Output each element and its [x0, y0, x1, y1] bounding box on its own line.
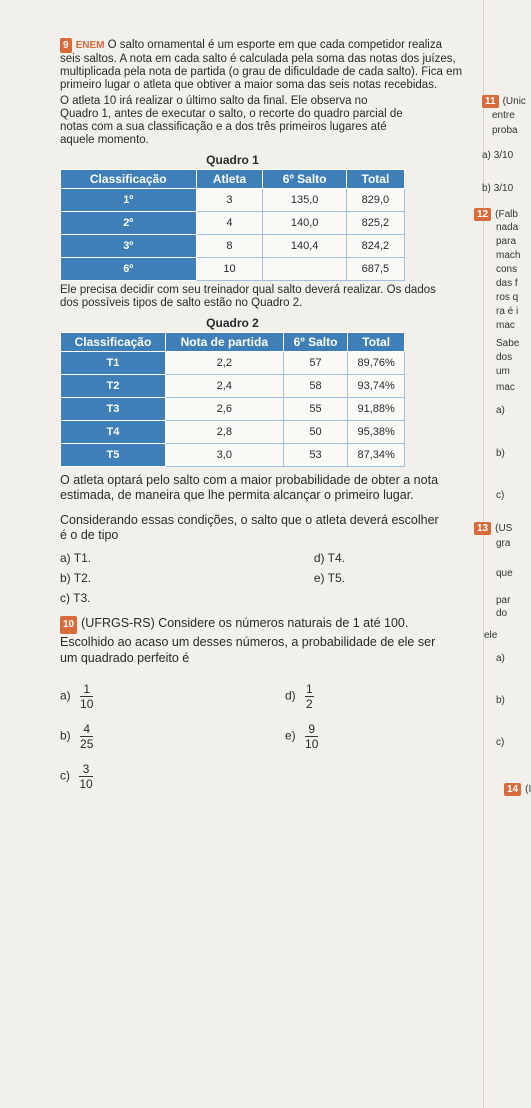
q2-cell: 3,0 [165, 444, 283, 467]
q2-cell: T1 [61, 352, 166, 375]
q10-opt-label: b) [60, 728, 71, 743]
q10-numerator: 3 [79, 762, 92, 777]
q13-frag: gra [496, 538, 511, 549]
q1-cell: 1º [61, 189, 197, 212]
q1-cell [263, 258, 346, 281]
q10-option-c[interactable] [60, 762, 285, 791]
q2-cell: 95,38% [348, 421, 405, 444]
q10-option-a[interactable] [60, 682, 285, 711]
q11-frag: (Unic [502, 96, 526, 107]
q1-header: Atleta [196, 170, 263, 189]
q1-cell: 140,0 [263, 212, 346, 235]
q13-frag: do [496, 608, 508, 619]
q2-cell: T5 [61, 444, 166, 467]
q9-text5: Considerando essas condições, o salto que o atleta deverá escolher é o de tipo [60, 513, 439, 542]
q10-denominator: 10 [80, 696, 94, 711]
q12-frag: nada [496, 222, 519, 233]
quadro2-table [60, 332, 405, 467]
q10-opt-label: e) [285, 728, 296, 743]
q12-frag: ra é i [496, 306, 519, 317]
q13-option-a[interactable]: a) [496, 653, 505, 664]
q9-text2: O atleta 10 irá realizar o último salto da final. Ele observa no Quadro 1, antes de executar o salto, o recorte do quadro parcial de notas com a sua classificação e a dos três primeiros lugares até aquele momento. [60, 95, 403, 146]
q10-option-e[interactable] [285, 722, 318, 751]
q10-number: 10 [60, 616, 77, 634]
q12-frag: mac [496, 382, 515, 393]
table-row [61, 375, 405, 398]
q2-cell: T2 [61, 375, 166, 398]
q2-cell: 87,34% [348, 444, 405, 467]
q9-source: ENEM [75, 40, 105, 51]
table-row [61, 212, 405, 235]
q2-cell: 53 [283, 444, 348, 467]
q2-cell: T3 [61, 398, 166, 421]
q11-opt-label: b) [482, 183, 491, 194]
q1-cell: 140,4 [263, 235, 346, 258]
q13-frag: (US [495, 523, 513, 534]
q1-cell: 824,2 [346, 235, 404, 258]
q9-text4: O atleta optará pelo salto com a maior probabilidade de obter a nota estimada, de maneira que lhe permita alcançar o primeiro lugar. [60, 473, 439, 502]
table-row [61, 398, 405, 421]
q9-option-d[interactable]: d) T4. [313, 551, 345, 565]
table-row [61, 189, 405, 212]
q2-cell: 57 [283, 352, 348, 375]
q2-header: Total [348, 333, 405, 352]
table-row [61, 421, 405, 444]
q10-option-b[interactable] [60, 722, 285, 751]
q2-cell: T4 [61, 421, 166, 444]
q1-cell: 829,0 [346, 189, 404, 212]
quadro2-title: Quadro 2 [206, 316, 259, 330]
quadro1-table [60, 169, 405, 281]
q1-header: 6º Salto [263, 170, 346, 189]
q2-cell: 93,74% [348, 375, 405, 398]
q1-cell: 2º [61, 212, 197, 235]
q9-options [60, 551, 465, 605]
q11-option-a[interactable] [482, 150, 513, 161]
quadro2 [60, 316, 405, 467]
q12-frag: dos [496, 352, 513, 363]
q12-option-b[interactable]: b) [496, 448, 505, 459]
q2-cell: 58 [283, 375, 348, 398]
table-row [61, 352, 405, 375]
q2-cell: 2,2 [165, 352, 283, 375]
q9-option-a[interactable]: a) T1. [60, 551, 92, 565]
q10-opt-label: d) [285, 688, 296, 703]
table-row [61, 235, 405, 258]
q1-cell: 3 [196, 189, 263, 212]
q11-opt-frac: 3/10 [493, 150, 514, 161]
q9-option-c[interactable]: c) T3. [60, 591, 91, 605]
q14-frag: (I [525, 784, 531, 795]
q13-option-b[interactable]: b) [496, 695, 505, 706]
q1-cell: 135,0 [263, 189, 346, 212]
quadro1 [60, 153, 405, 281]
q10-numerator: 1 [80, 682, 93, 697]
q12-option-c[interactable]: c) [496, 490, 505, 501]
q1-cell: 10 [196, 258, 263, 281]
q13-number: 13 [474, 522, 491, 535]
q10-numerator: 9 [305, 722, 318, 737]
q2-cell: 2,8 [165, 421, 283, 444]
right-column-cut [470, 0, 531, 1108]
q12-frag: mach [496, 250, 521, 261]
q9-text1: O salto ornamental é um esporte em que cada competidor realiza seis saltos. A nota em cada salto é calculada pela soma das notas dos juízes, multiplicada pela nota de partida (o grau de dificuldade de cada salto). Fica em primeiro lugar o atleta que obtiver a maior soma das seis notas recebidas. [60, 39, 463, 91]
q11-opt-label: a) [482, 150, 491, 161]
q1-header: Classificação [61, 170, 197, 189]
q10-denominator: 25 [80, 736, 94, 751]
q13-frag: que [496, 568, 513, 579]
q10-opt-label: c) [60, 768, 70, 783]
q12-frag: ros q [496, 292, 519, 303]
q10-numerator: 4 [80, 722, 93, 737]
table-row [61, 258, 405, 281]
q14-number: 14 [504, 783, 521, 796]
q10-numerator: 1 [306, 681, 313, 696]
q10-denominator: 10 [79, 776, 93, 791]
q12-frag: para [496, 236, 517, 247]
q1-cell: 4 [196, 212, 263, 235]
q2-header: Classificação [61, 333, 166, 352]
q9-number: 9 [60, 38, 72, 53]
q12-frag: Sabe [496, 338, 520, 349]
q2-header: 6º Salto [283, 333, 348, 352]
table-row [61, 444, 405, 467]
q10-text: (UFRGS-RS) Considere os números naturais de 1 até 100. Escolhido ao acaso um desses números, a probabilidade de ele ser um quadrado perfeito é [60, 616, 436, 665]
q11-frag: proba [492, 125, 518, 136]
q2-cell: 91,88% [348, 398, 405, 421]
q12-frag: um [496, 366, 510, 377]
q2-cell: 55 [283, 398, 348, 421]
q10-denominator: 10 [305, 736, 319, 751]
q9-option-b[interactable]: b) T2. [60, 571, 92, 585]
q10-opt-label: a) [60, 688, 71, 703]
q2-cell: 50 [283, 421, 348, 444]
q1-cell: 6º [61, 258, 197, 281]
q1-cell: 687,5 [346, 258, 404, 281]
q9-intro [60, 38, 465, 92]
main-column [60, 38, 465, 796]
q11-option-b[interactable] [482, 183, 513, 194]
q12-frag: cons [496, 264, 518, 275]
q12-frag: mac [496, 320, 515, 331]
q10-options [60, 676, 465, 796]
q12-option-a[interactable]: a) [496, 405, 505, 416]
q10-denominator: 2 [306, 696, 313, 711]
q13-option-c[interactable]: c) [496, 737, 505, 748]
q12-frag: (Falb [495, 209, 518, 220]
q9-option-e[interactable]: e) T5. [313, 571, 345, 585]
q11-frag: entre [492, 110, 515, 121]
q2-header: Nota de partida [165, 333, 283, 352]
q13-frag: ele [484, 630, 498, 641]
q11-opt-frac: 3/10 [493, 183, 514, 194]
q10-text-block [60, 615, 455, 666]
q1-cell: 8 [196, 235, 263, 258]
q12-frag: das f [496, 278, 518, 289]
q2-cell: 2,4 [165, 375, 283, 398]
q9-text3: Ele precisa decidir com seu treinador qual salto deverá realizar. Os dados dos possíveis tipos de salto estão no Quadro 2. [60, 284, 436, 309]
q2-cell: 89,76% [348, 352, 405, 375]
quadro1-title: Quadro 1 [206, 153, 259, 167]
q10-option-d[interactable] [285, 682, 314, 711]
q11-number: 11 [482, 95, 499, 108]
q2-cell: 2,6 [165, 398, 283, 421]
q12-number: 12 [474, 208, 491, 221]
q1-header: Total [346, 170, 404, 189]
q1-cell: 3º [61, 235, 197, 258]
q13-frag: par [496, 595, 511, 606]
q1-cell: 825,2 [346, 212, 404, 235]
